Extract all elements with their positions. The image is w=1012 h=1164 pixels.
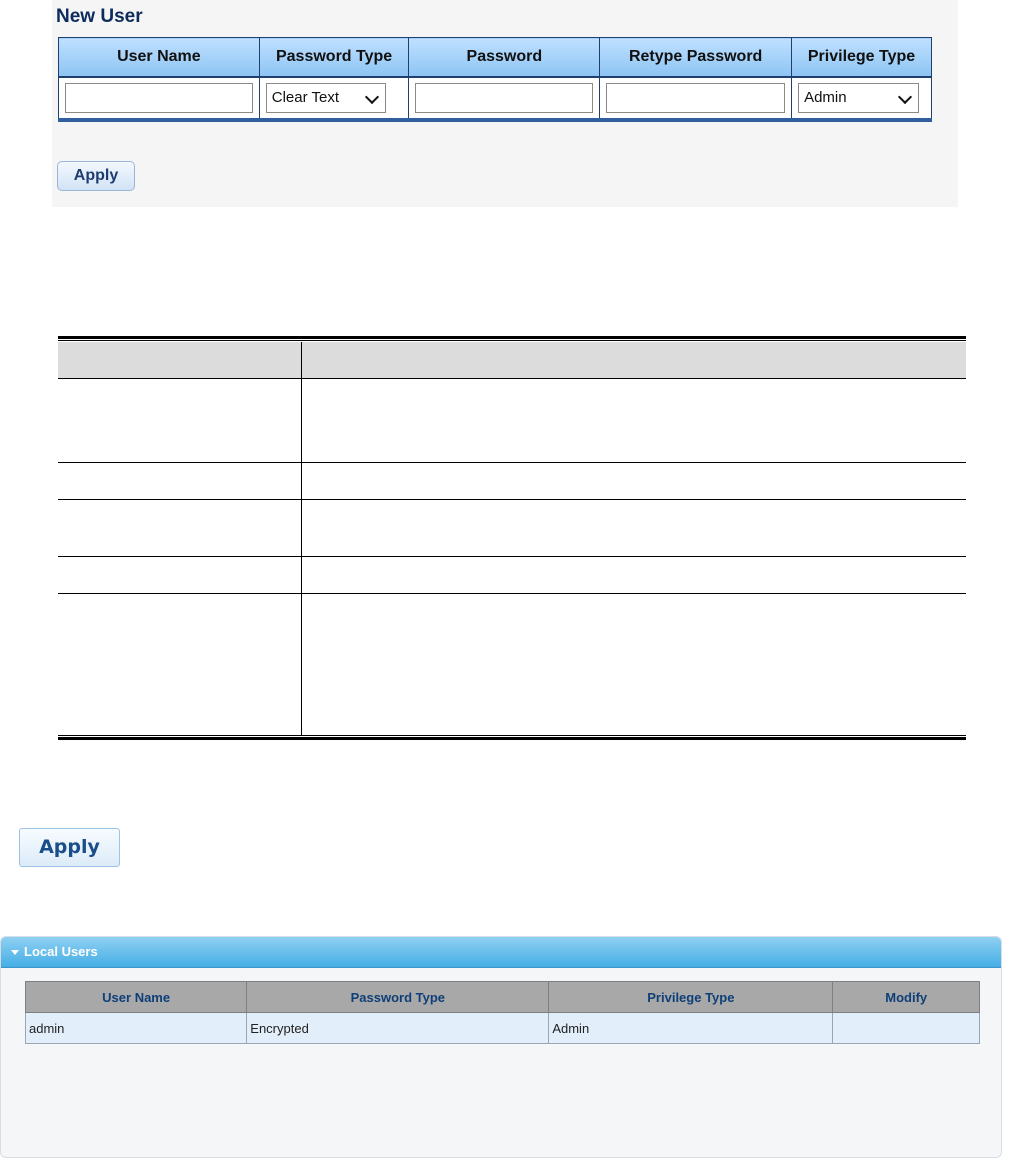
new-user-apply-button[interactable]: Apply (57, 161, 135, 191)
lu-col-password-type: Password Type (247, 982, 549, 1013)
table-top-rule-thin (58, 340, 966, 341)
privilege-type-select[interactable] (798, 83, 919, 113)
collapse-arrow-icon[interactable] (11, 950, 19, 955)
description-table-header (58, 342, 966, 378)
description-table (58, 336, 966, 740)
row-divider (58, 556, 966, 557)
col-password: Password (409, 38, 600, 78)
new-user-table (58, 37, 932, 122)
privilege-type-value: Admin (804, 89, 847, 106)
user-name-input[interactable] (65, 83, 253, 113)
new-user-title: New User (56, 6, 143, 27)
row-divider (58, 499, 966, 500)
password-cell (409, 77, 600, 120)
retype-password-input[interactable] (606, 83, 785, 113)
local-users-title: Local Users (24, 944, 98, 959)
local-users-panel (0, 936, 1002, 1158)
col-password-type: Password Type (259, 38, 409, 78)
privilege-type-cell (792, 77, 932, 120)
chevron-down-icon (365, 90, 379, 104)
lu-modify[interactable] (833, 1013, 980, 1044)
user-name-cell (59, 77, 260, 120)
new-user-panel (52, 0, 958, 207)
lu-password-type: Encrypted (247, 1013, 549, 1044)
lu-user-name: admin (26, 1013, 247, 1044)
col-user-name: User Name (59, 38, 260, 78)
row-divider (58, 593, 966, 594)
row-divider (58, 462, 966, 463)
password-type-cell (259, 77, 409, 120)
table-bottom-rule (58, 737, 966, 740)
password-type-select[interactable] (266, 83, 386, 113)
table-bottom-rule-thin (58, 735, 966, 736)
lu-col-user-name: User Name (26, 982, 247, 1013)
col-privilege-type: Privilege Type (792, 38, 932, 78)
col-retype-password: Retype Password (600, 38, 792, 78)
row-divider (58, 378, 966, 379)
chevron-down-icon (898, 90, 912, 104)
apply-button[interactable]: Apply (19, 828, 120, 867)
table-top-rule (58, 336, 966, 339)
local-users-table (25, 981, 980, 1044)
retype-password-cell (600, 77, 792, 120)
table-row (26, 1013, 980, 1044)
lu-privilege-type: Admin (549, 1013, 833, 1044)
local-users-header-bar[interactable] (1, 937, 1001, 968)
password-input[interactable] (415, 83, 593, 113)
lu-col-privilege-type: Privilege Type (549, 982, 833, 1013)
password-type-value: Clear Text (271, 89, 340, 106)
column-divider (301, 342, 302, 736)
lu-col-modify: Modify (833, 982, 980, 1013)
